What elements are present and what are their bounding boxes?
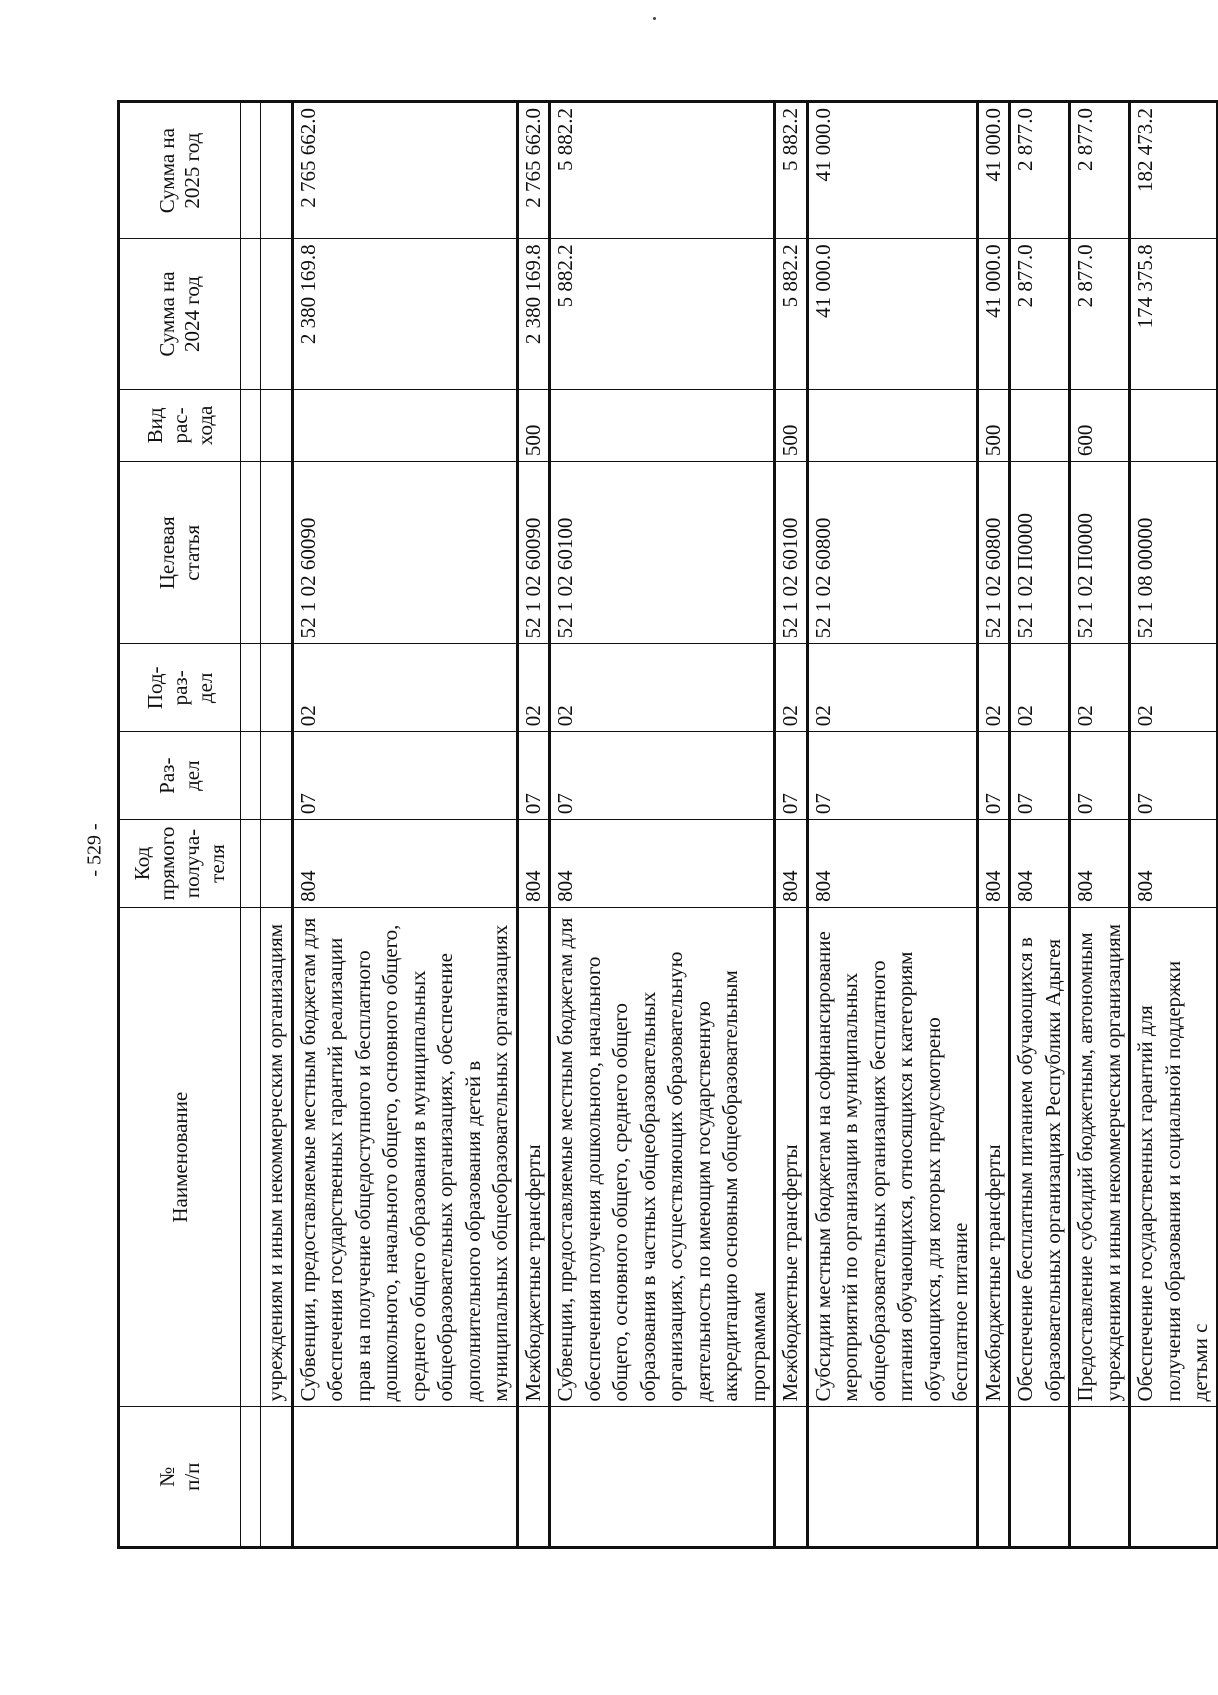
row-sum-2025: 5 882.2 [775,102,808,239]
row-subsection [261,644,293,732]
table-row [775,102,808,1548]
spacer-cell [241,732,261,820]
header-expense-type: Вид рас- хода [119,389,241,461]
row-number [1070,1407,1130,1548]
header-subsection: Под- раз- дел [119,644,241,732]
row-target-article: 52 1 02 60090 [292,462,517,644]
row-subsection: 02 [1010,644,1070,732]
row-sum-2024: 41 000.0 [977,239,1010,389]
spacer-cell [241,239,261,389]
table-row [1070,102,1130,1548]
row-section: 07 [1070,732,1130,820]
header-section: Раз- дел [119,732,241,820]
table-body [241,102,1217,1548]
row-target-article: 52 1 02 60090 [517,462,550,644]
row-recipient-code: 804 [1010,820,1070,908]
table-header-row [119,102,241,1548]
row-section: 07 [807,732,977,820]
row-recipient-code: 804 [977,820,1010,908]
table-row [550,102,775,1548]
row-recipient-code: 804 [1070,820,1130,908]
spacer-cell [241,102,261,239]
row-section: 07 [1130,732,1217,820]
table-row [261,102,293,1548]
header-name: Наименование [119,907,241,1407]
row-section: 07 [775,732,808,820]
row-section: 07 [292,732,517,820]
row-section: 07 [517,732,550,820]
row-sum-2025: 2 877.0 [1070,102,1130,239]
table-row [292,102,517,1548]
row-subsection: 02 [977,644,1010,732]
row-sum-2024: 41 000.0 [807,239,977,389]
row-sum-2024: 2 877.0 [1010,239,1070,389]
spacer-cell [241,1407,261,1548]
row-sum-2025: 41 000.0 [977,102,1010,239]
row-expense-type [807,389,977,461]
row-sum-2024 [261,239,293,389]
row-recipient-code [261,820,293,908]
row-number [807,1407,977,1548]
row-target-article: 52 1 02 П0000 [1070,462,1130,644]
row-recipient-code: 804 [550,820,775,908]
row-sum-2025: 2 765 662.0 [292,102,517,239]
table-row [1130,102,1217,1548]
row-target-article: 52 1 02 П0000 [1010,462,1070,644]
row-sum-2025 [261,102,293,239]
budget-table [117,100,1218,1549]
row-number [1010,1407,1070,1548]
row-number [550,1407,775,1548]
row-name: Субвенции, предоставляемые местным бюджетам для обеспечения получения дошкольного, начального общего, основного общего, среднего общего образования в частных общеобразовательных организациях, осуществляющих образовательную деятельность по имеющим государственную аккредитацию основным общеобразовательным программам [550,907,775,1407]
row-sum-2024: 2 380 169.8 [292,239,517,389]
rotated-table-wrapper [117,100,1212,1549]
scan-speck [653,17,656,20]
row-name: Предоставление субсидий бюджетным, автономным учреждениям и иным некоммерческим организациям [1070,907,1130,1407]
spacer-cell [241,644,261,732]
page-number: - 529 - [83,823,106,877]
row-subsection: 02 [292,644,517,732]
row-sum-2025: 41 000.0 [807,102,977,239]
spacer-cell [241,820,261,908]
row-recipient-code: 804 [517,820,550,908]
row-target-article: 52 1 02 60100 [550,462,775,644]
row-number [292,1407,517,1548]
row-sum-2024: 2 380 169.8 [517,239,550,389]
row-target-article: 52 1 02 60800 [977,462,1010,644]
row-subsection: 02 [517,644,550,732]
row-sum-2025: 5 882.2 [550,102,775,239]
header-sum-2025: Сумма на 2025 год [119,102,241,239]
header-num: № п/п [119,1407,241,1548]
row-number [261,1407,293,1548]
row-sum-2025: 182 473.2 [1130,102,1217,239]
row-number [1130,1407,1217,1548]
row-target-article: 52 1 02 60800 [807,462,977,644]
table-row [807,102,977,1548]
row-sum-2024: 2 877.0 [1070,239,1130,389]
row-expense-type: 600 [1070,389,1130,461]
row-recipient-code: 804 [775,820,808,908]
row-name: Межбюджетные трансферты [517,907,550,1407]
row-subsection: 02 [1070,644,1130,732]
table-row [977,102,1010,1548]
row-name: Субвенции, предоставляемые местным бюджетам для обеспечения государственных гарантий реализации прав на получение общедоступного и бесплатного дошкольного, начального общего, основного общего, среднего общего образования в муниципальных общеобразовательных организациях, обеспечение дополнительного образования детей в муниципальных общеобразовательных организациях [292,907,517,1407]
table-spacer-row [241,102,261,1548]
row-target-article: 52 1 08 00000 [1130,462,1217,644]
row-sum-2024: 174 375.8 [1130,239,1217,389]
row-subsection: 02 [550,644,775,732]
row-recipient-code: 804 [1130,820,1217,908]
row-subsection: 02 [1130,644,1217,732]
row-section: 07 [1010,732,1070,820]
table-row [517,102,550,1548]
spacer-cell [241,462,261,644]
row-section: 07 [977,732,1010,820]
row-recipient-code: 804 [292,820,517,908]
header-target-article: Целевая статья [119,462,241,644]
row-expense-type [1010,389,1070,461]
row-expense-type: 500 [775,389,808,461]
row-subsection: 02 [775,644,808,732]
row-expense-type [550,389,775,461]
table-row [1010,102,1070,1548]
row-target-article [261,462,293,644]
row-subsection: 02 [807,644,977,732]
row-expense-type: 500 [977,389,1010,461]
row-expense-type [1130,389,1217,461]
row-sum-2025: 2 765 662.0 [517,102,550,239]
row-recipient-code: 804 [807,820,977,908]
row-target-article: 52 1 02 60100 [775,462,808,644]
row-expense-type [261,389,293,461]
row-expense-type [292,389,517,461]
row-number [517,1407,550,1548]
row-number [775,1407,808,1548]
row-name: Межбюджетные трансферты [775,907,808,1407]
row-expense-type: 500 [517,389,550,461]
spacer-cell [241,389,261,461]
header-sum-2024: Сумма на 2024 год [119,239,241,389]
row-name: Субсидии местным бюджетам на софинансирование мероприятий по организации в муниципальных общеобразовательных организациях бесплатного питания обучающихся, относящихся к категориям обучающихся, для которых предусмотрено бесплатное питание [807,907,977,1407]
row-name: Обеспечение бесплатным питанием обучающихся в образовательных организациях Республики Адыгея [1010,907,1070,1407]
row-name: Межбюджетные трансферты [977,907,1010,1407]
row-name: Обеспечение государственных гарантий для получения образования и социальной поддержки детьми с [1130,907,1217,1407]
row-section [261,732,293,820]
row-sum-2025: 2 877.0 [1010,102,1070,239]
row-number [977,1407,1010,1548]
spacer-cell [241,907,261,1407]
row-sum-2024: 5 882.2 [550,239,775,389]
header-recipient-code: Код прямого получа- теля [119,820,241,908]
row-sum-2024: 5 882.2 [775,239,808,389]
row-name: учреждениям и иным некоммерческим организациям [261,907,293,1407]
row-section: 07 [550,732,775,820]
